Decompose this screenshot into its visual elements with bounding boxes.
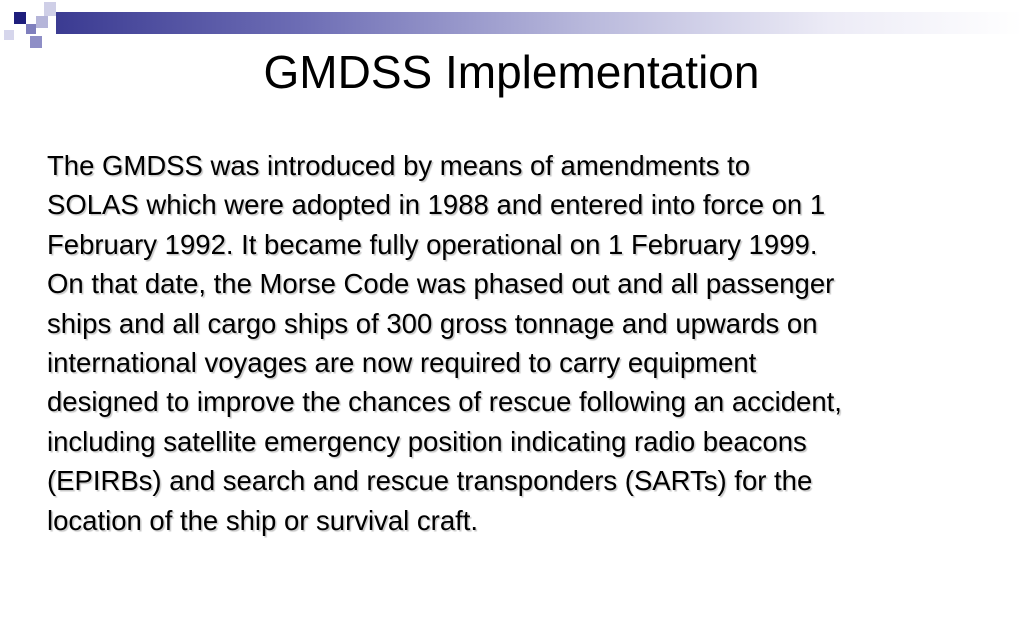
- decorative-square: [4, 30, 14, 40]
- body-line: location of the ship or survival craft.: [47, 504, 479, 536]
- body-line: On that date, the Morse Code was phased out and all passenger: [47, 268, 835, 300]
- decorative-square: [26, 24, 36, 34]
- body-line: The GMDSS was introduced by means of amendments to: [47, 150, 751, 181]
- body-line: SOLAS which were adopted in 1988 and entered into force on 1: [47, 189, 826, 221]
- body-line: ships and all cargo ships of 300 gross tonnage and upwards on: [47, 307, 818, 339]
- body-line: designed to improve the chances of rescue following an accident,: [47, 386, 842, 418]
- decorative-header-bar: [56, 12, 1023, 34]
- decorative-square: [14, 12, 26, 24]
- body-line: including satellite emergency position indicating radio beacons: [47, 425, 807, 457]
- decorative-square: [36, 16, 48, 28]
- decorative-square: [44, 2, 56, 16]
- body-line: international voyages are now required to carry equipment: [47, 347, 757, 379]
- body-line: February 1992. It became fully operational on 1 February 1999.: [47, 228, 818, 260]
- slide-title: GMDSS Implementation: [263, 46, 760, 98]
- slide-body-text: [47, 146, 997, 540]
- body-line: (EPIRBs) and search and rescue transponders (SARTs) for the: [47, 465, 813, 497]
